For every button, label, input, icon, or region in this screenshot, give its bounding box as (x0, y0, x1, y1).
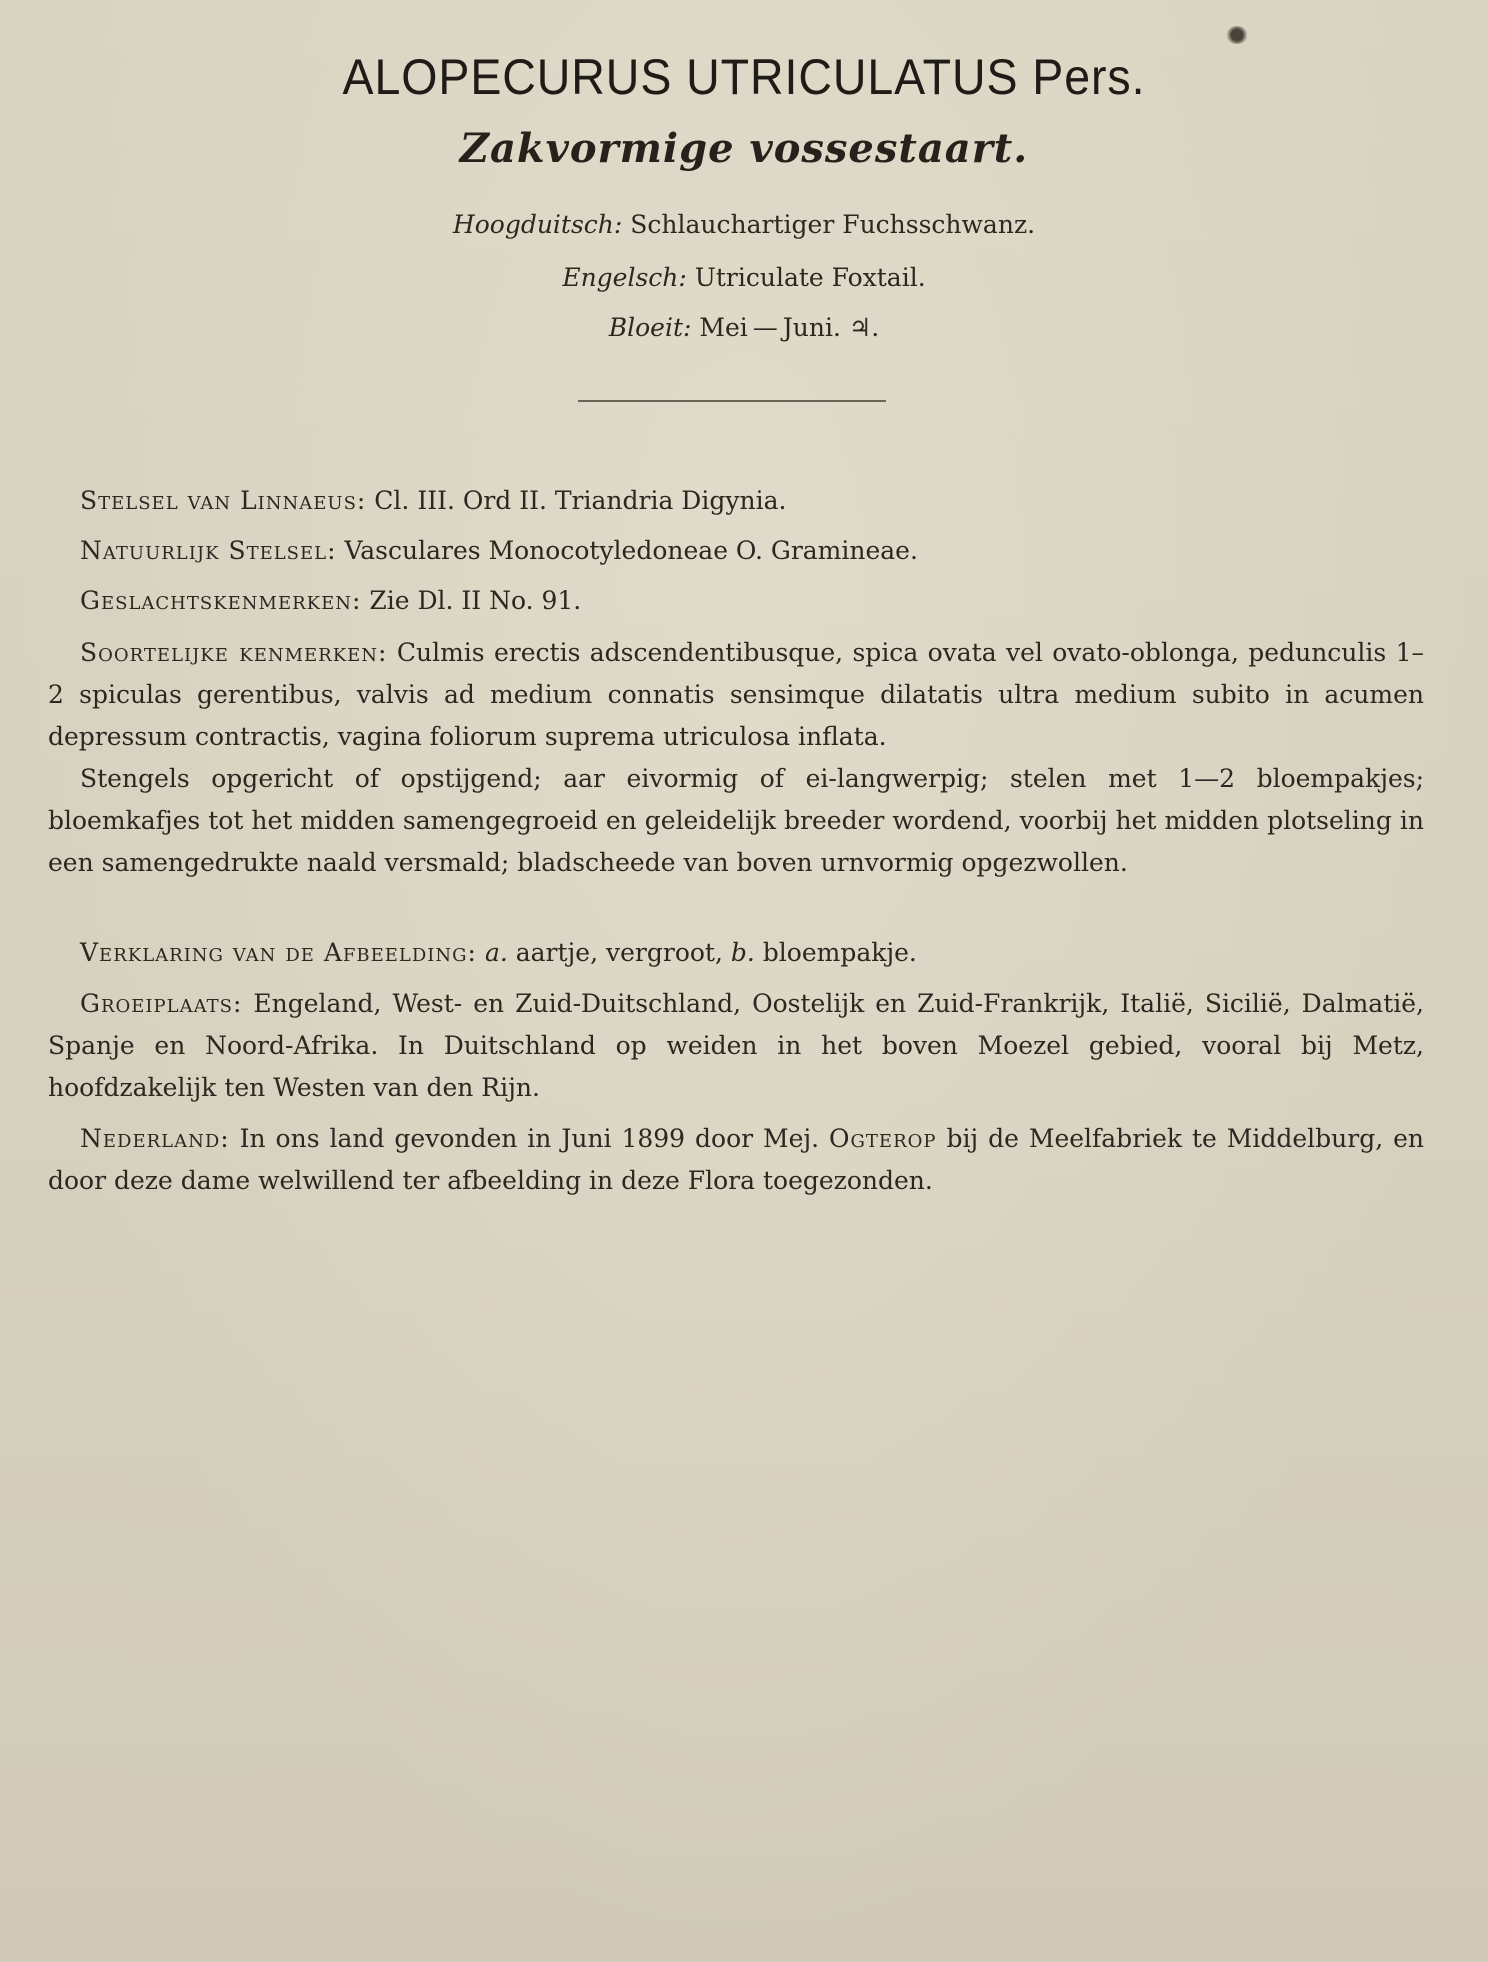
species-title: ALOPECURUS UTRICULATUS Pers. (342, 49, 1146, 105)
habitat (48, 983, 1424, 1109)
section-divider (578, 400, 886, 402)
vernacular-english-label: Engelsch: (562, 263, 687, 292)
figure-b-text: bloempakje. (762, 938, 917, 967)
linnaeus-text: Cl. III. Ord II. Triandria Digynia. (374, 486, 787, 515)
species-characters (48, 632, 1424, 758)
figure-a-letter: a. (484, 938, 508, 967)
netherlands-text-after: bij de Meelfabriek te Middelburg, en door deze dame welwillend ter afbeelding in deze Flora toegezonden. (48, 1124, 1425, 1195)
flowering-period (0, 313, 1488, 342)
habitat-label: Groeiplaats: (80, 989, 243, 1018)
natural-system (48, 530, 1424, 572)
figure-explanation (48, 932, 1424, 974)
netherlands-text-before: In ons land gevonden in Juni 1899 door Mej. (239, 1124, 820, 1153)
ink-speck (1226, 26, 1248, 44)
species-text: Culmis erectis adscendentibusque, spica ovata vel ovato-oblonga, pedunculis 1–2 spiculas gerentibus, valvis ad medium connatis sensimque dilatatis ultra medium subito in acumen depressum contractis, vagina foliorum suprema utriculosa inflata. (48, 638, 1425, 751)
description-text: Stengels opgericht of opstijgend; aar eivormig of ei-langwerpig; stelen met 1—2 bloempakjes; bloemkafjes tot het midden samengegroeid en geleidelijk breeder wordend, voorbij het midden plotseling in een samengedrukte naald versmald; bladscheede van boven urnvormig opgezwollen. (48, 764, 1424, 877)
dutch-description (48, 758, 1424, 884)
figure-a-text: aartje, vergroot, (515, 938, 723, 967)
genus-label: Geslachtskenmerken: (80, 586, 362, 615)
genus-text: Zie Dl. II No. 91. (369, 586, 582, 615)
habitat-text: Engeland, West- en Zuid-Duitschland, Oostelijk en Zuid-Frankrijk, Italië, Sicilië, Dalmatië, Spanje en Noord-Afrika. In Duitschland op weiden in het boven Moezel gebied, vooral bij Metz, hoofdzakelijk ten Westen van den Rijn. (48, 989, 1424, 1102)
vernacular-english-value: Utriculate Foxtail. (694, 263, 926, 292)
flowering-label: Bloeit: (608, 313, 692, 342)
vernacular-german-value: Schlauchartiger Fuchsschwanz. (630, 210, 1036, 239)
vernacular-german (0, 210, 1488, 239)
genus-characters (48, 580, 1424, 622)
common-name: Zakvormige vossestaart. (459, 125, 1029, 172)
netherlands-label: Nederland: (80, 1124, 230, 1153)
linnaeus-system (48, 480, 1424, 522)
flowering-value: Mei — Juni. ♃. (699, 313, 880, 342)
natural-text: Vasculares Monocotyledoneae O. Gramineae. (344, 536, 918, 565)
figure-label: Verklaring van de Afbeelding: (80, 938, 477, 967)
vernacular-english (0, 263, 1488, 292)
natural-label: Natuurlijk Stelsel: (80, 536, 337, 565)
collector-name: Ogterop (829, 1124, 937, 1153)
linnaeus-label: Stelsel van Linnaeus: (80, 486, 367, 515)
vernacular-german-label: Hoogduitsch: (452, 210, 623, 239)
figure-b-letter: b. (730, 938, 755, 967)
species-label: Soortelijke kenmerken: (80, 638, 388, 667)
netherlands-occurrence (48, 1118, 1424, 1202)
